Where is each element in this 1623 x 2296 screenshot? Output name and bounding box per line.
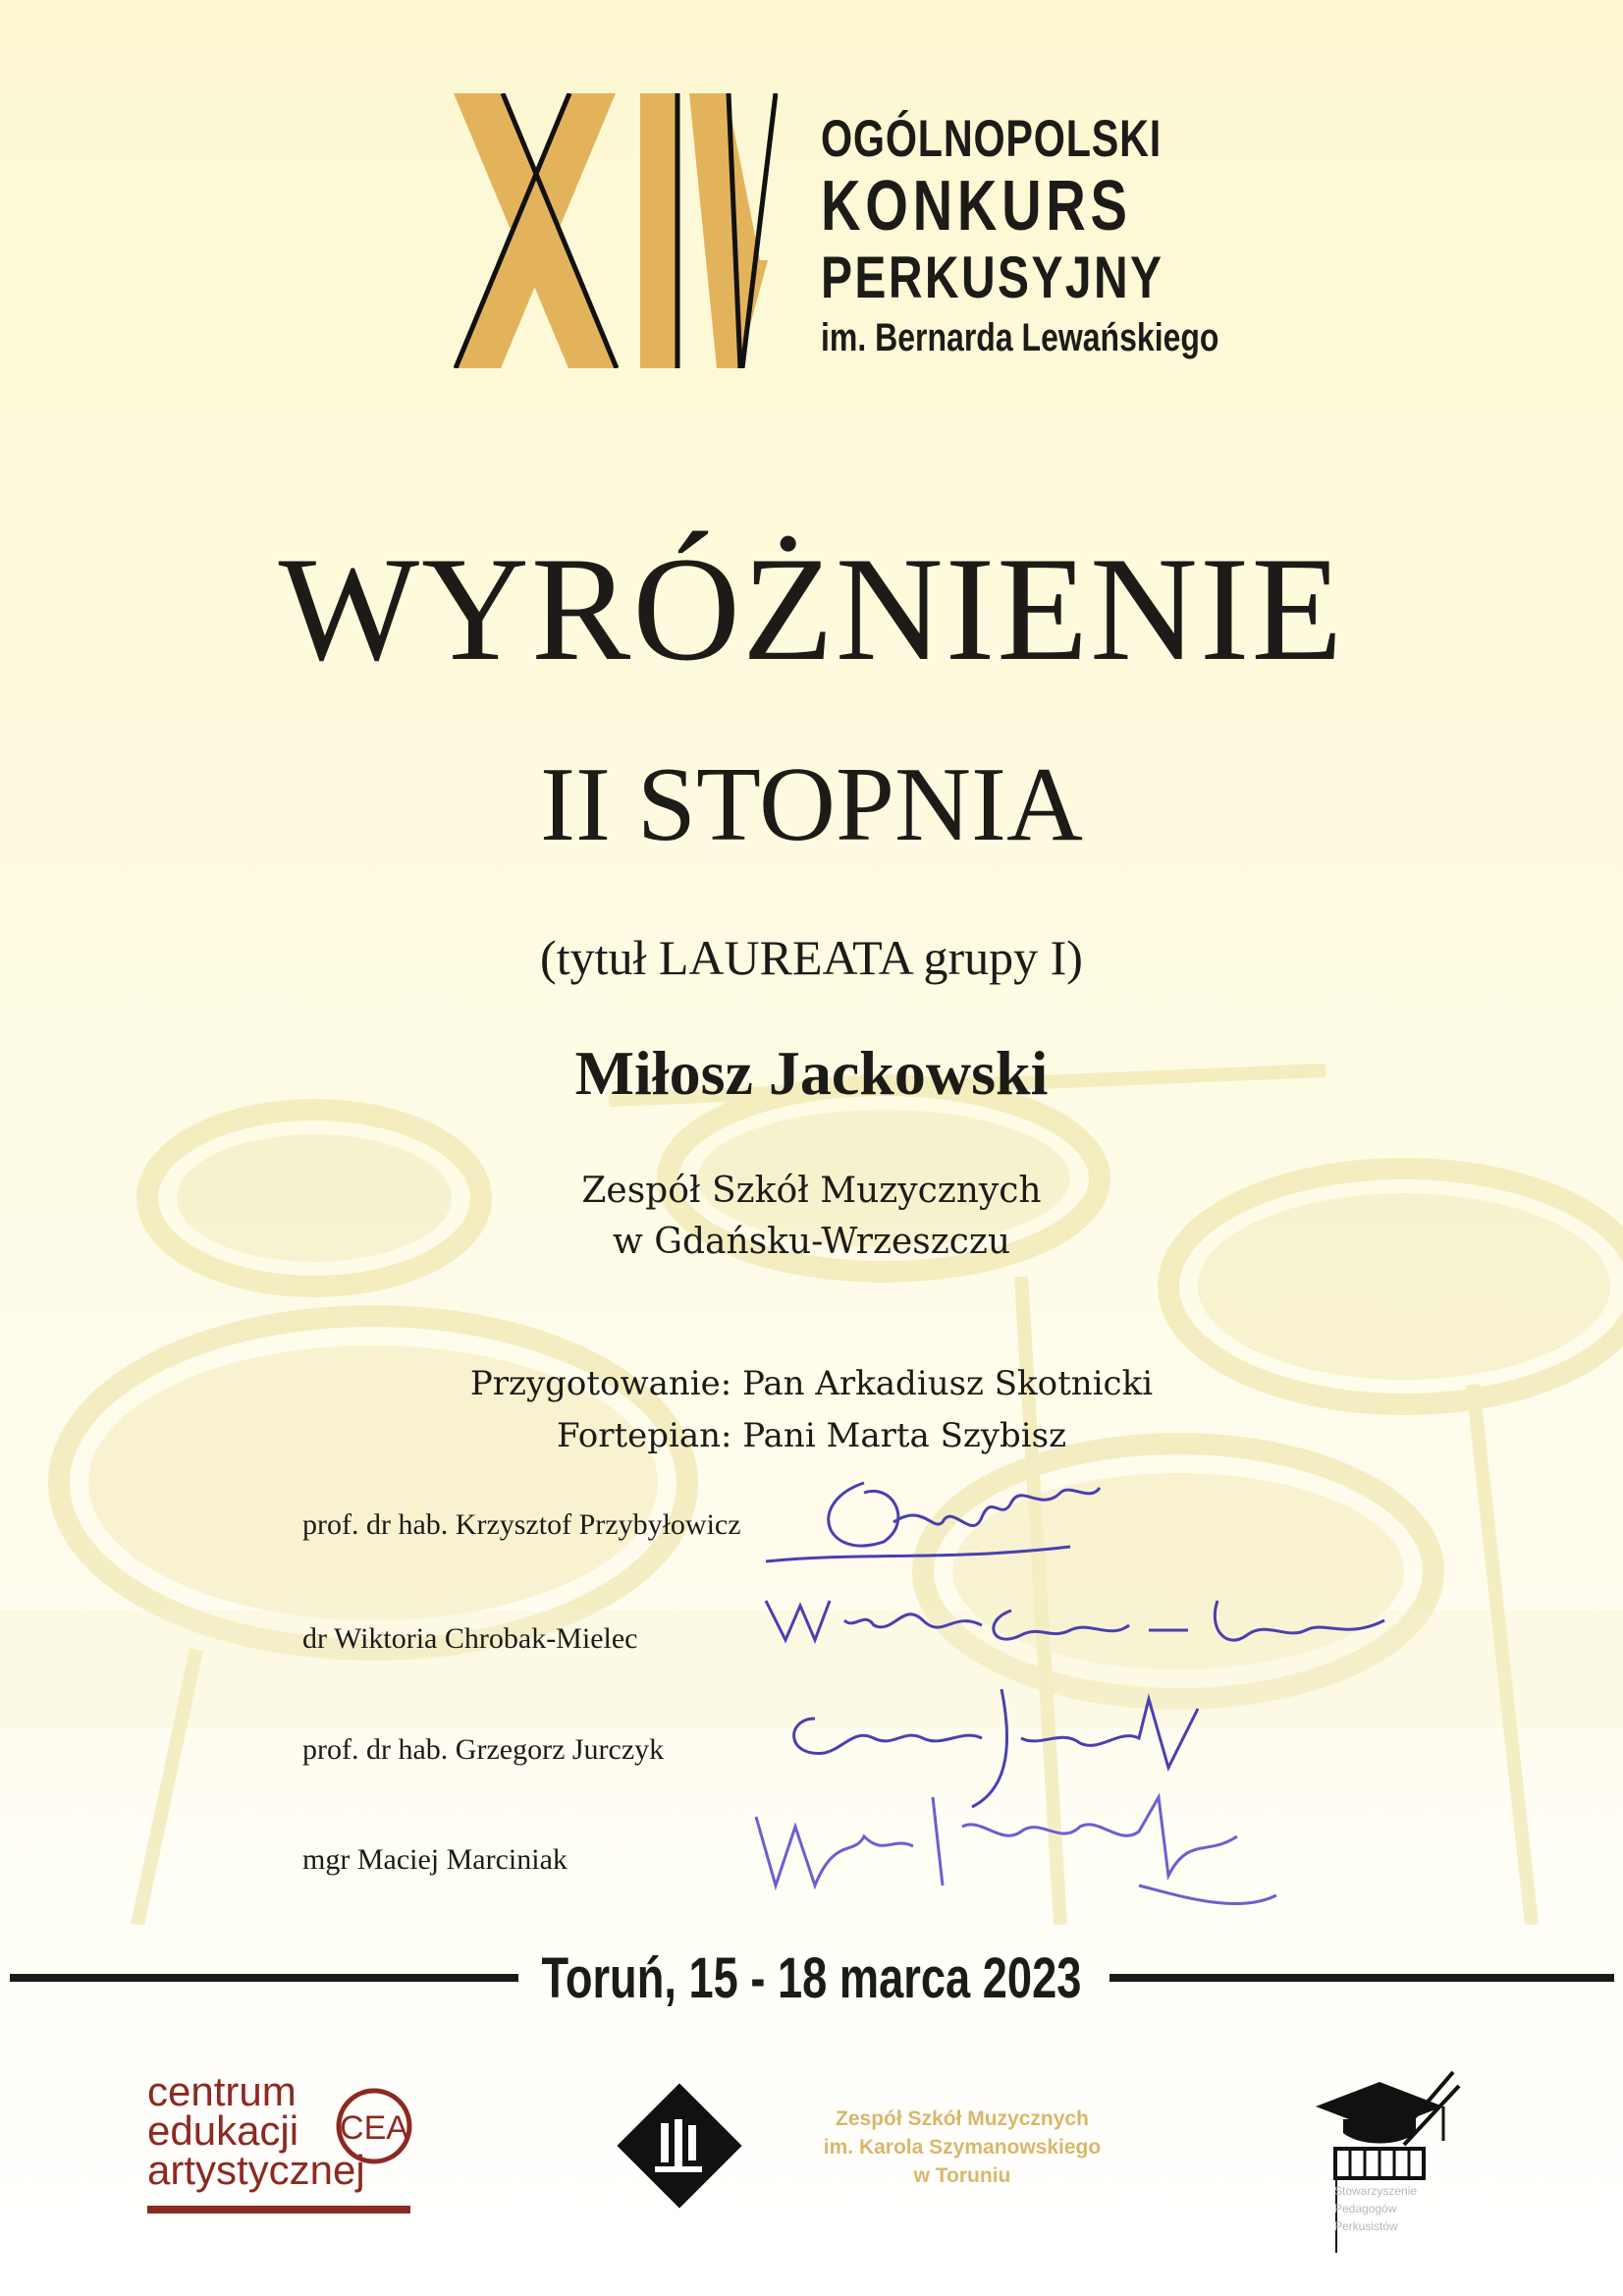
jury-member-4: mgr Maciej Marciniak [302, 1843, 568, 1876]
award-title: WYRÓŻNIENIE [278, 526, 1345, 691]
zsm-torun-name [756, 2105, 1168, 2190]
zsm-line-1: Zespół Szkół Muzycznych [836, 2107, 1089, 2130]
spp-line-3: Perkusistów [1334, 2219, 1398, 2233]
cea-logo [147, 2068, 422, 2193]
cea-word-2: edukacji [147, 2107, 299, 2154]
cea-word-1: centrum [147, 2068, 297, 2114]
cea-mark-text: CEA [340, 2109, 408, 2147]
cea-underline [147, 2206, 410, 2214]
school-line-2: w Gdańsku-Wrzeszczu [613, 1222, 1010, 1262]
jury-member-3: prof. dr hab. Grzegorz Jurczyk [302, 1733, 665, 1766]
award-degree: II STOPNIA [539, 746, 1084, 863]
signature-1 [746, 1463, 1139, 1581]
contest-patron: im. Bernarda Lewańskiego [821, 316, 1219, 359]
zsm-line-3: w Toruniu [913, 2164, 1011, 2187]
spp-line-2: Pedagogów [1334, 2202, 1397, 2215]
zsm-line-2: im. Karola Szymanowskiego [823, 2136, 1102, 2159]
cea-word-3: artystycznej [147, 2147, 365, 2193]
jury-member-2: dr Wiktoria Chrobak-Mielec [302, 1622, 638, 1655]
laureate-note: (tytuł LAUREATA grupy I) [540, 930, 1083, 985]
date-place [0, 1947, 1623, 2010]
contest-name [821, 110, 1243, 363]
signature-2 [756, 1581, 1404, 1669]
recipient-name: Miłosz Jackowski [574, 1038, 1049, 1108]
zsm-torun-logo-icon [606, 2072, 753, 2219]
jury-member-1: prof. dr hab. Krzysztof Przybyłowicz [302, 1508, 741, 1541]
school-line-1: Zespół Szkół Muzycznych [581, 1171, 1042, 1211]
signature-4 [746, 1777, 1296, 1925]
piano-accompanist: Fortepian: Pani Marta Szybisz [557, 1416, 1066, 1455]
contest-line-2: KONKURS [821, 167, 1132, 246]
spp-line-1: Stowarzyszenie [1334, 2184, 1418, 2198]
date-place-text: Toruń, 15 - 18 marca 2023 [541, 1946, 1082, 2010]
contest-line-1: OGÓLNOPOLSKI [821, 110, 1162, 168]
roman-numeral-logo [444, 93, 778, 368]
contest-line-3: PERKUSYJNY [821, 245, 1164, 310]
preparation-teacher: Przygotowanie: Pan Arkadiusz Skotnicki [469, 1364, 1154, 1403]
cea-mark-icon [334, 2086, 414, 2166]
spp-name [1334, 2182, 1417, 2235]
